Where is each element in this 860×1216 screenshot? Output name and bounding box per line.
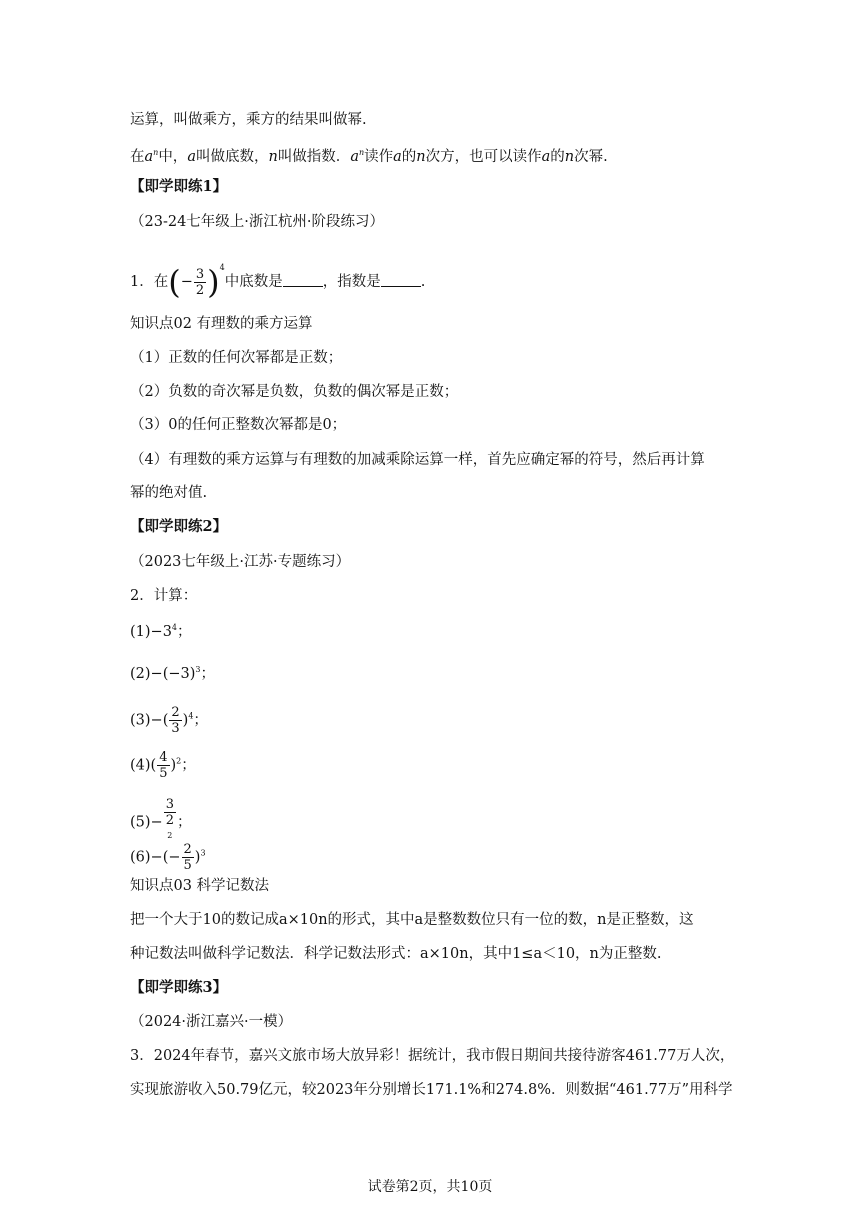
question-1: 1．在(− $\frac{3}{2}$ )$^4$中底数是 ，指数是 .: [130, 263, 426, 301]
math-expr: −(−: [150, 849, 181, 866]
text: 1．在: [130, 274, 169, 290]
text: ；: [193, 712, 208, 729]
math-fraction: [157, 750, 169, 781]
practice-heading: [130, 978, 227, 998]
math-exp: 4: [171, 623, 178, 632]
calc-item-2: [130, 660, 215, 684]
math-expr: ): [194, 849, 201, 866]
text: 【即学即练1】: [130, 178, 228, 195]
math-expr: ): [182, 712, 189, 729]
math-exp: 2: [167, 831, 173, 840]
fraction-numerator: 4: [159, 750, 168, 765]
item-label: (1): [130, 624, 151, 640]
rule-item: [130, 483, 207, 503]
item-label: (5): [130, 814, 151, 831]
answer-blank[interactable]: [283, 272, 323, 287]
text: 的: [550, 149, 565, 165]
question-2: [130, 586, 197, 606]
text: （3）0的任何正整数次幂都是0；: [130, 417, 347, 433]
fraction-numerator: 3: [195, 266, 205, 282]
practice-heading: [130, 517, 227, 537]
text: （2）负数的奇次幂是负数，负数的偶次幂是正数；: [130, 384, 459, 400]
text: （4）有理数的乘方运算与有理数的加减乘除运算一样，首先应确定幂的符号，然后再计算: [130, 452, 705, 468]
text-line: [130, 944, 662, 964]
math-exp: 4: [188, 711, 194, 721]
math-var: a: [144, 149, 154, 165]
math-fraction: [164, 797, 176, 848]
text: 次幂.: [574, 149, 608, 165]
text: 叫做指数．: [277, 149, 351, 165]
text: 中，: [158, 149, 188, 165]
text: ；: [177, 624, 192, 640]
math-fraction: [194, 267, 206, 298]
math-var: n: [416, 149, 426, 165]
math-var: a: [350, 149, 359, 165]
fraction-numerator: 3: [165, 797, 174, 812]
item-label: (3): [130, 712, 151, 729]
text: 次方，也可以读作: [425, 149, 542, 165]
text: .: [420, 274, 426, 290]
fraction-numerator: 2: [183, 842, 192, 857]
item-label: (2): [130, 666, 151, 682]
calc-item-6: [130, 842, 206, 873]
text: 实现旅游收入50.79亿元，较2023年分别增长171.1%和274.8%．则数据“461.77万”用科学: [130, 1082, 733, 1098]
denominator-base: 2: [165, 813, 174, 828]
text: 2．计算：: [130, 588, 198, 604]
text-line: [130, 910, 694, 930]
math-expr: −(: [150, 712, 169, 729]
text: （2023七年级上·江苏·专题练习）: [130, 554, 351, 570]
practice-heading: [130, 177, 227, 197]
text: ；: [200, 666, 215, 682]
source-note: [130, 552, 350, 572]
text: 中底数是: [224, 274, 283, 290]
text: 知识点02 有理数的乘方运算: [130, 316, 313, 332]
source-note: [130, 212, 384, 232]
text: ；: [176, 814, 192, 831]
text: 幂的绝对值.: [130, 485, 208, 501]
math-var: a: [541, 149, 551, 165]
math-exp: 4: [219, 263, 225, 272]
math-var: a: [187, 149, 196, 165]
page-footer: 试卷第2页，共10页: [367, 1179, 493, 1195]
question-3-continued: [130, 1080, 733, 1100]
rule-item: [130, 450, 705, 470]
math-expr: (: [150, 757, 157, 774]
text: （2024·浙江嘉兴·一模）: [130, 1014, 293, 1030]
fraction-denominator: 3: [171, 721, 180, 736]
math-var: n: [564, 149, 575, 165]
calc-item-5: [130, 797, 191, 848]
rule-item: [130, 415, 346, 435]
math-var: n: [268, 149, 278, 165]
math-exp: n: [153, 148, 159, 157]
knowledge-point-heading: [130, 876, 269, 896]
text-line-power-definition: [130, 143, 608, 167]
calc-item-1: [130, 618, 192, 642]
answer-blank[interactable]: [381, 272, 421, 287]
text-line: [130, 110, 367, 130]
math-exp: 2: [176, 756, 182, 766]
text: （23-24七年级上·浙江杭州·阶段练习）: [130, 214, 385, 230]
text: ，指数是: [322, 274, 381, 290]
item-label: (4): [130, 757, 151, 774]
item-label: (6): [130, 849, 151, 866]
math-var: a: [393, 149, 402, 165]
text: 【即学即练2】: [130, 518, 228, 535]
math-expr: −: [150, 814, 163, 831]
text: 种记数法叫做科学记数法．科学记数法形式：a×10n，其中1≤a＜10，n为正整数.: [130, 946, 662, 962]
math-expr: −(−3): [150, 666, 196, 682]
text: 把一个大于10的数记成a×10n的形式，其中a是整数数位只有一位的数，n是正整数，这: [130, 912, 694, 928]
text: 读作: [364, 149, 394, 165]
calc-item-3: [130, 705, 208, 736]
text: 运算，叫做乘方，乘方的结果叫做幂.: [130, 112, 367, 128]
text: 【即学即练3】: [130, 979, 228, 996]
math-fraction: [169, 705, 181, 736]
source-note: [130, 1012, 292, 1032]
fraction-denominator: 5: [183, 858, 192, 873]
math-exp: 3: [200, 848, 206, 858]
text: 的: [401, 149, 417, 165]
question-3: [130, 1046, 734, 1066]
text: （1）正数的任何次幂都是正数；: [130, 350, 343, 366]
rule-item: [130, 382, 458, 402]
text: 叫做底数，: [195, 149, 269, 165]
fraction-numerator: 2: [171, 705, 180, 720]
math-paren: ): [207, 263, 220, 301]
math-paren: (: [168, 263, 181, 301]
text: ；: [181, 757, 196, 774]
knowledge-point-heading: [130, 314, 313, 334]
math-exp: n: [358, 148, 365, 157]
math-fraction: [182, 842, 194, 873]
math-expr: −3: [150, 624, 172, 640]
fraction-denominator: 5: [159, 766, 168, 781]
rule-item: [130, 348, 342, 368]
calc-item-4: [130, 750, 196, 781]
text: 在: [130, 149, 145, 165]
text: 3．2024年春节，嘉兴文旅市场大放异彩！据统计，我市假日期间共接待游客461.77万人次，: [130, 1048, 735, 1064]
text: 知识点03 科学记数法: [130, 878, 270, 894]
fraction-denominator: 2: [195, 282, 205, 298]
math-expr: ): [170, 757, 177, 774]
math-exp: 3: [195, 665, 201, 674]
